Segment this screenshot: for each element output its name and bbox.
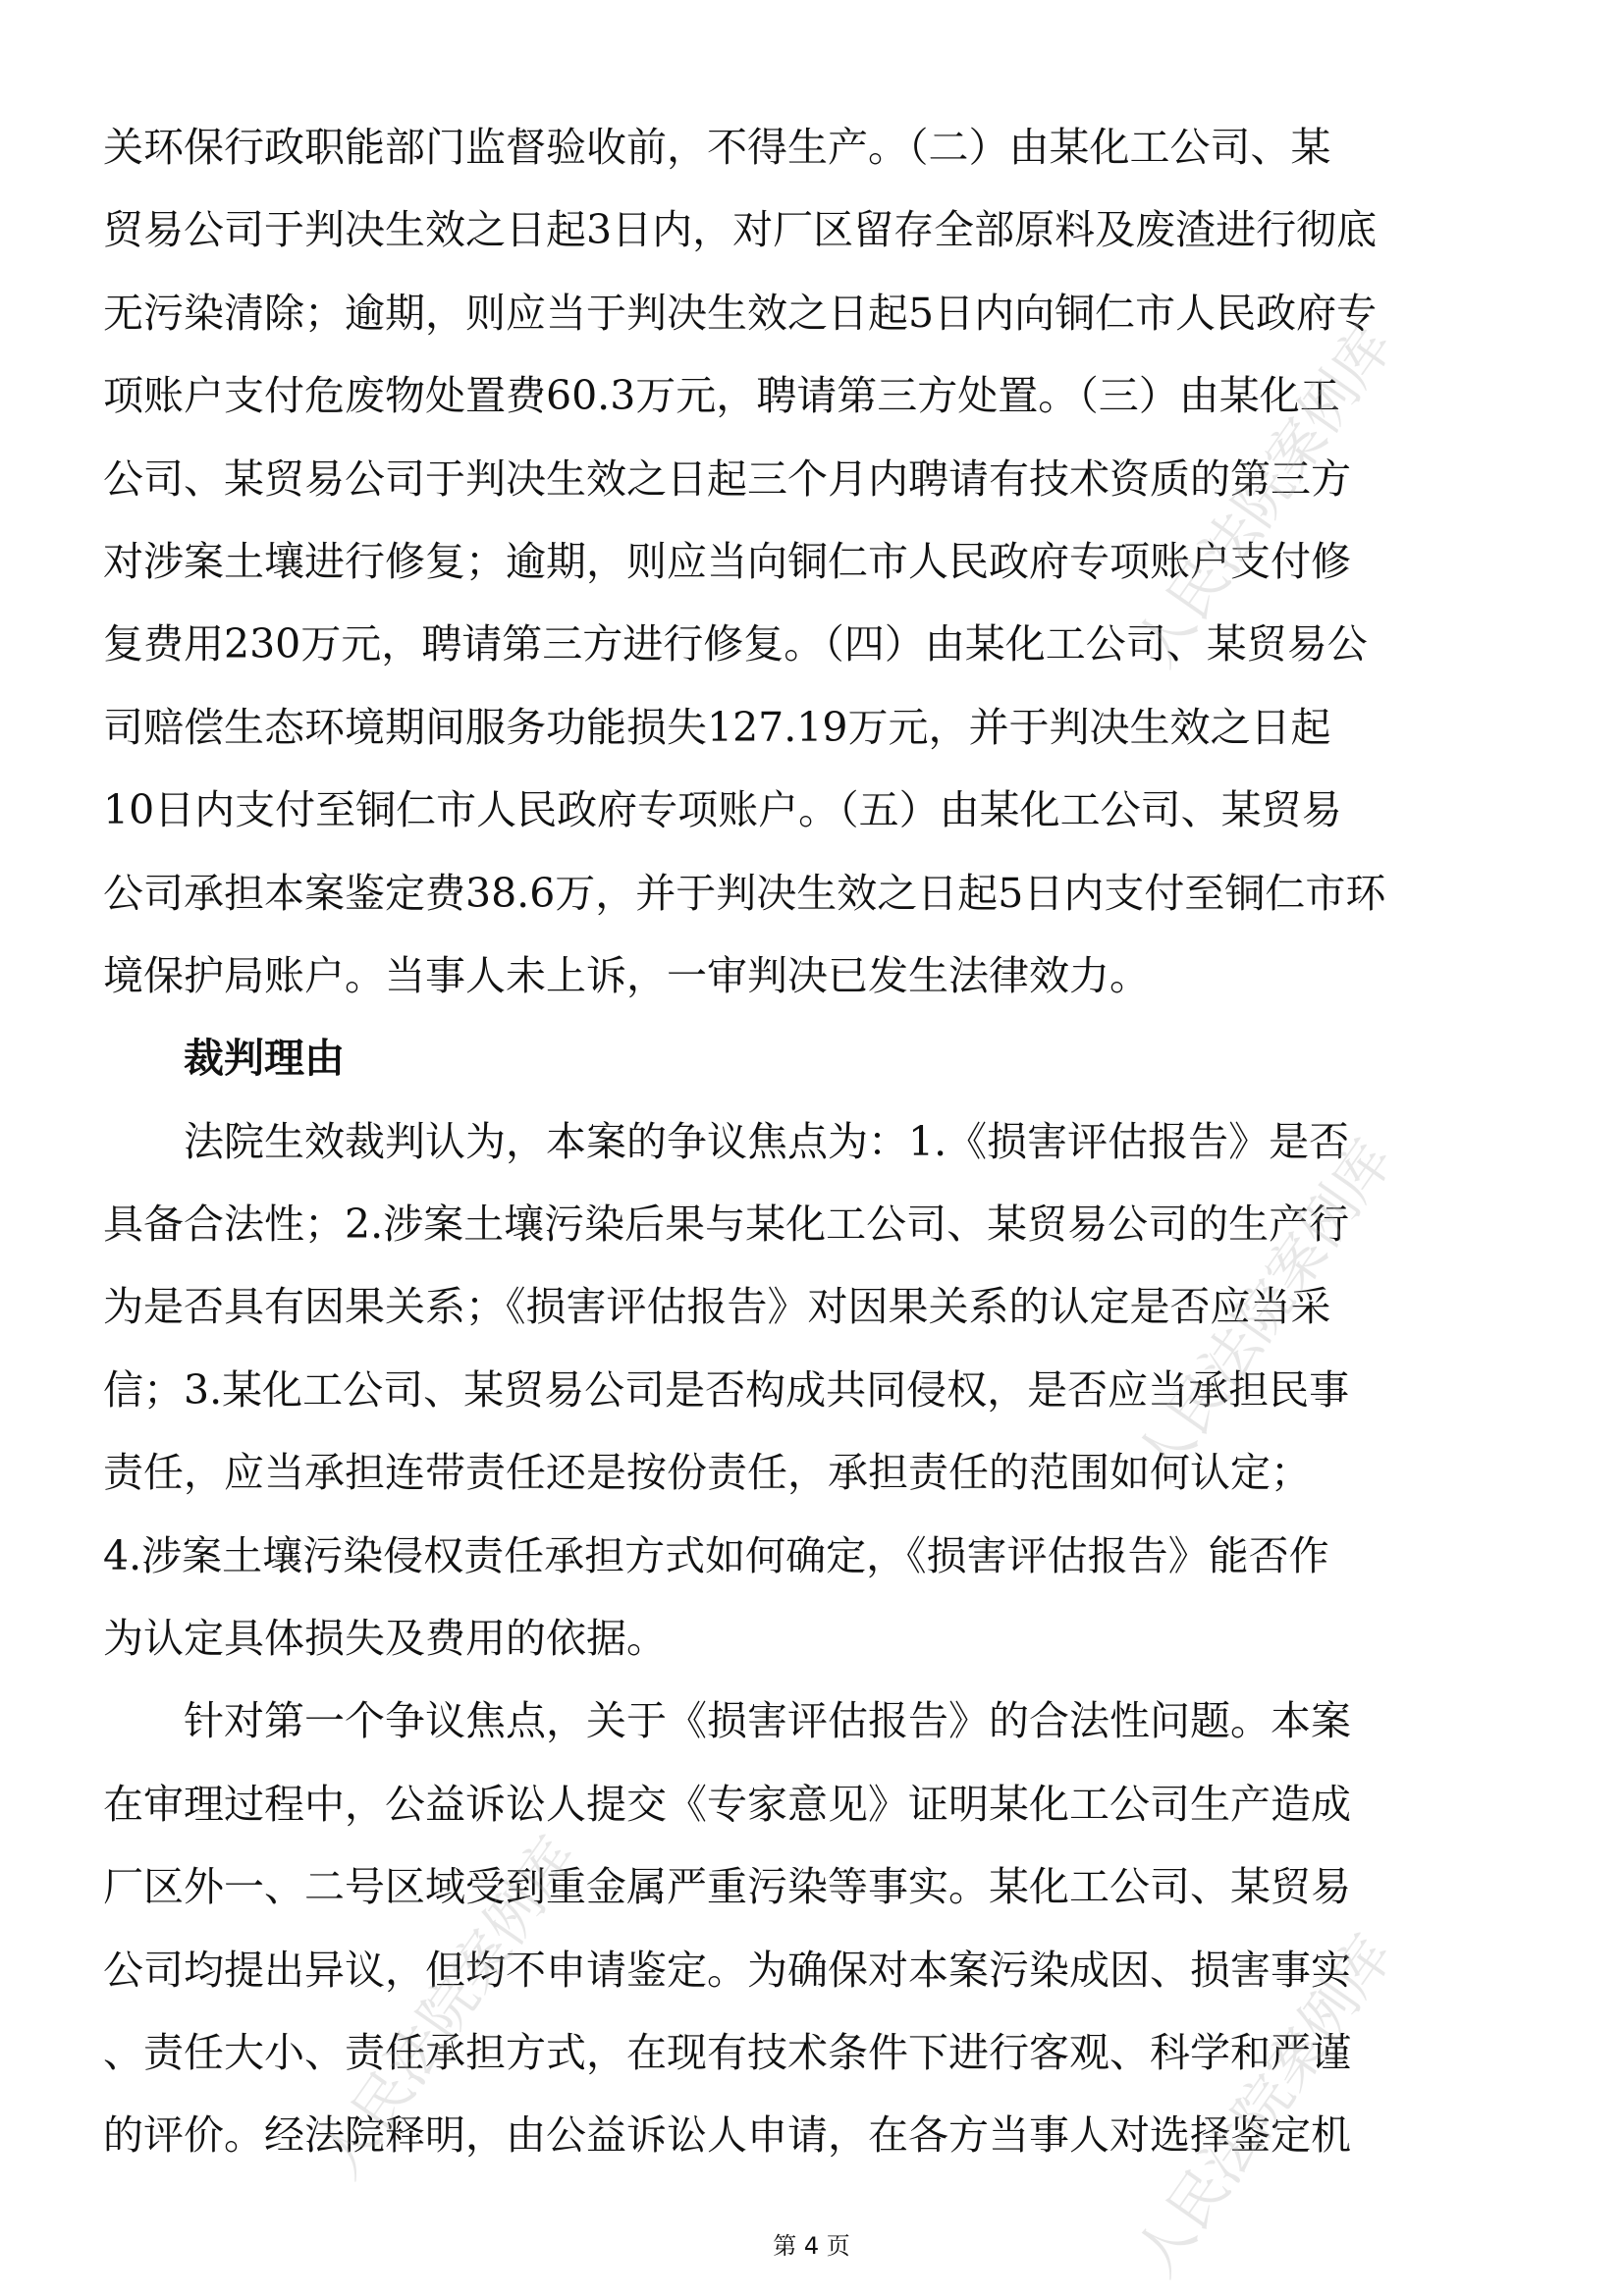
section-heading: 裁判理由	[184, 1035, 345, 1083]
body-text	[103, 106, 1527, 2177]
text-line: 关环保行政职能部门监督验收前，不得生产。（二）由某化工公司、某	[103, 124, 1331, 171]
text-line: 公司、某贸易公司于判决生效之日起三个月内聘请有技术资质的第三方	[103, 454, 1351, 503]
text-line: 公司均提出异议，但均不申请鉴定。为确保对本案污染成因、损害事实	[103, 1946, 1351, 1994]
text-line: 法院生效裁判认为，本案的争议焦点为：1.《损害评估报告》是否	[184, 1117, 1350, 1165]
text-line: 信；3.某化工公司、某贸易公司是否构成共同侵权，是否应当承担民事	[103, 1365, 1350, 1414]
text-line: 公司承担本案鉴定费38.6万，并于判决生效之日起5日内支付至铜仁市环	[103, 869, 1386, 917]
page-number: 第 4 页	[773, 2232, 850, 2260]
text-line: 的评价。经法院释明，由公益诉讼人申请，在各方当事人对选择鉴定机	[103, 2111, 1351, 2160]
text-line: 为认定具体损失及费用的依据。	[103, 1615, 667, 1663]
watermark: 人民法院案例库	[1121, 1923, 1406, 2288]
text-line: 责任，应当承担连带责任还是按份责任，承担责任的范围如何认定；	[103, 1449, 1311, 1497]
watermark: 人民法院案例库	[306, 1825, 591, 2190]
text-line: 在审理过程中，公益诉讼人提交《专家意见》证明某化工公司生产造成	[103, 1780, 1351, 1828]
text-line: 项账户支付危废物处置费60.3万元，聘请第三方处置。（三）由某化工	[103, 372, 1340, 420]
text-line: 对涉案土壤进行修复；逾期，则应当向铜仁市人民政府专项账户支付修	[103, 537, 1351, 585]
text-line: 、责任大小、责任承担方式，在现有技术条件下进行客观、科学和严谨	[103, 2028, 1351, 2076]
text-line: 贸易公司于判决生效之日起3日内，对厂区留存全部原料及废渣进行彻底	[103, 206, 1378, 254]
watermark: 人民法院案例库	[1121, 1128, 1406, 1493]
text-line: 厂区外一、二号区域受到重金属严重污染等事实。某化工公司、某贸易	[103, 1863, 1351, 1911]
text-line: 具备合法性；2.涉案土壤污染后果与某化工公司、某贸易公司的生产行	[103, 1201, 1350, 1249]
text-line: 司赔偿生态环境期间服务功能损失127.19万元，并于判决生效之日起	[103, 703, 1331, 751]
text-line: 针对第一个争议焦点，关于《损害评估报告》的合法性问题。本案	[184, 1697, 1351, 1745]
text-line: 4.涉案土壤污染侵权责任承担方式如何确定，《损害评估报告》能否作	[103, 1531, 1329, 1579]
text-line: 10日内支付至铜仁市人民政府专项账户。（五）由某化工公司、某贸易	[103, 786, 1342, 834]
watermark: 人民法院案例库	[1121, 313, 1406, 678]
text-line: 境保护局账户。当事人未上诉，一审判决已发生法律效力。	[103, 951, 1150, 999]
text-line: 复费用230万元，聘请第三方进行修复。（四）由某化工公司、某贸易公	[103, 620, 1368, 668]
text-line: 为是否具有因果关系；《损害评估报告》对因果关系的认定是否应当采	[103, 1283, 1331, 1331]
text-line: 无污染清除；逾期，则应当于判决生效之日起5日内向铜仁市人民政府专	[103, 289, 1378, 337]
